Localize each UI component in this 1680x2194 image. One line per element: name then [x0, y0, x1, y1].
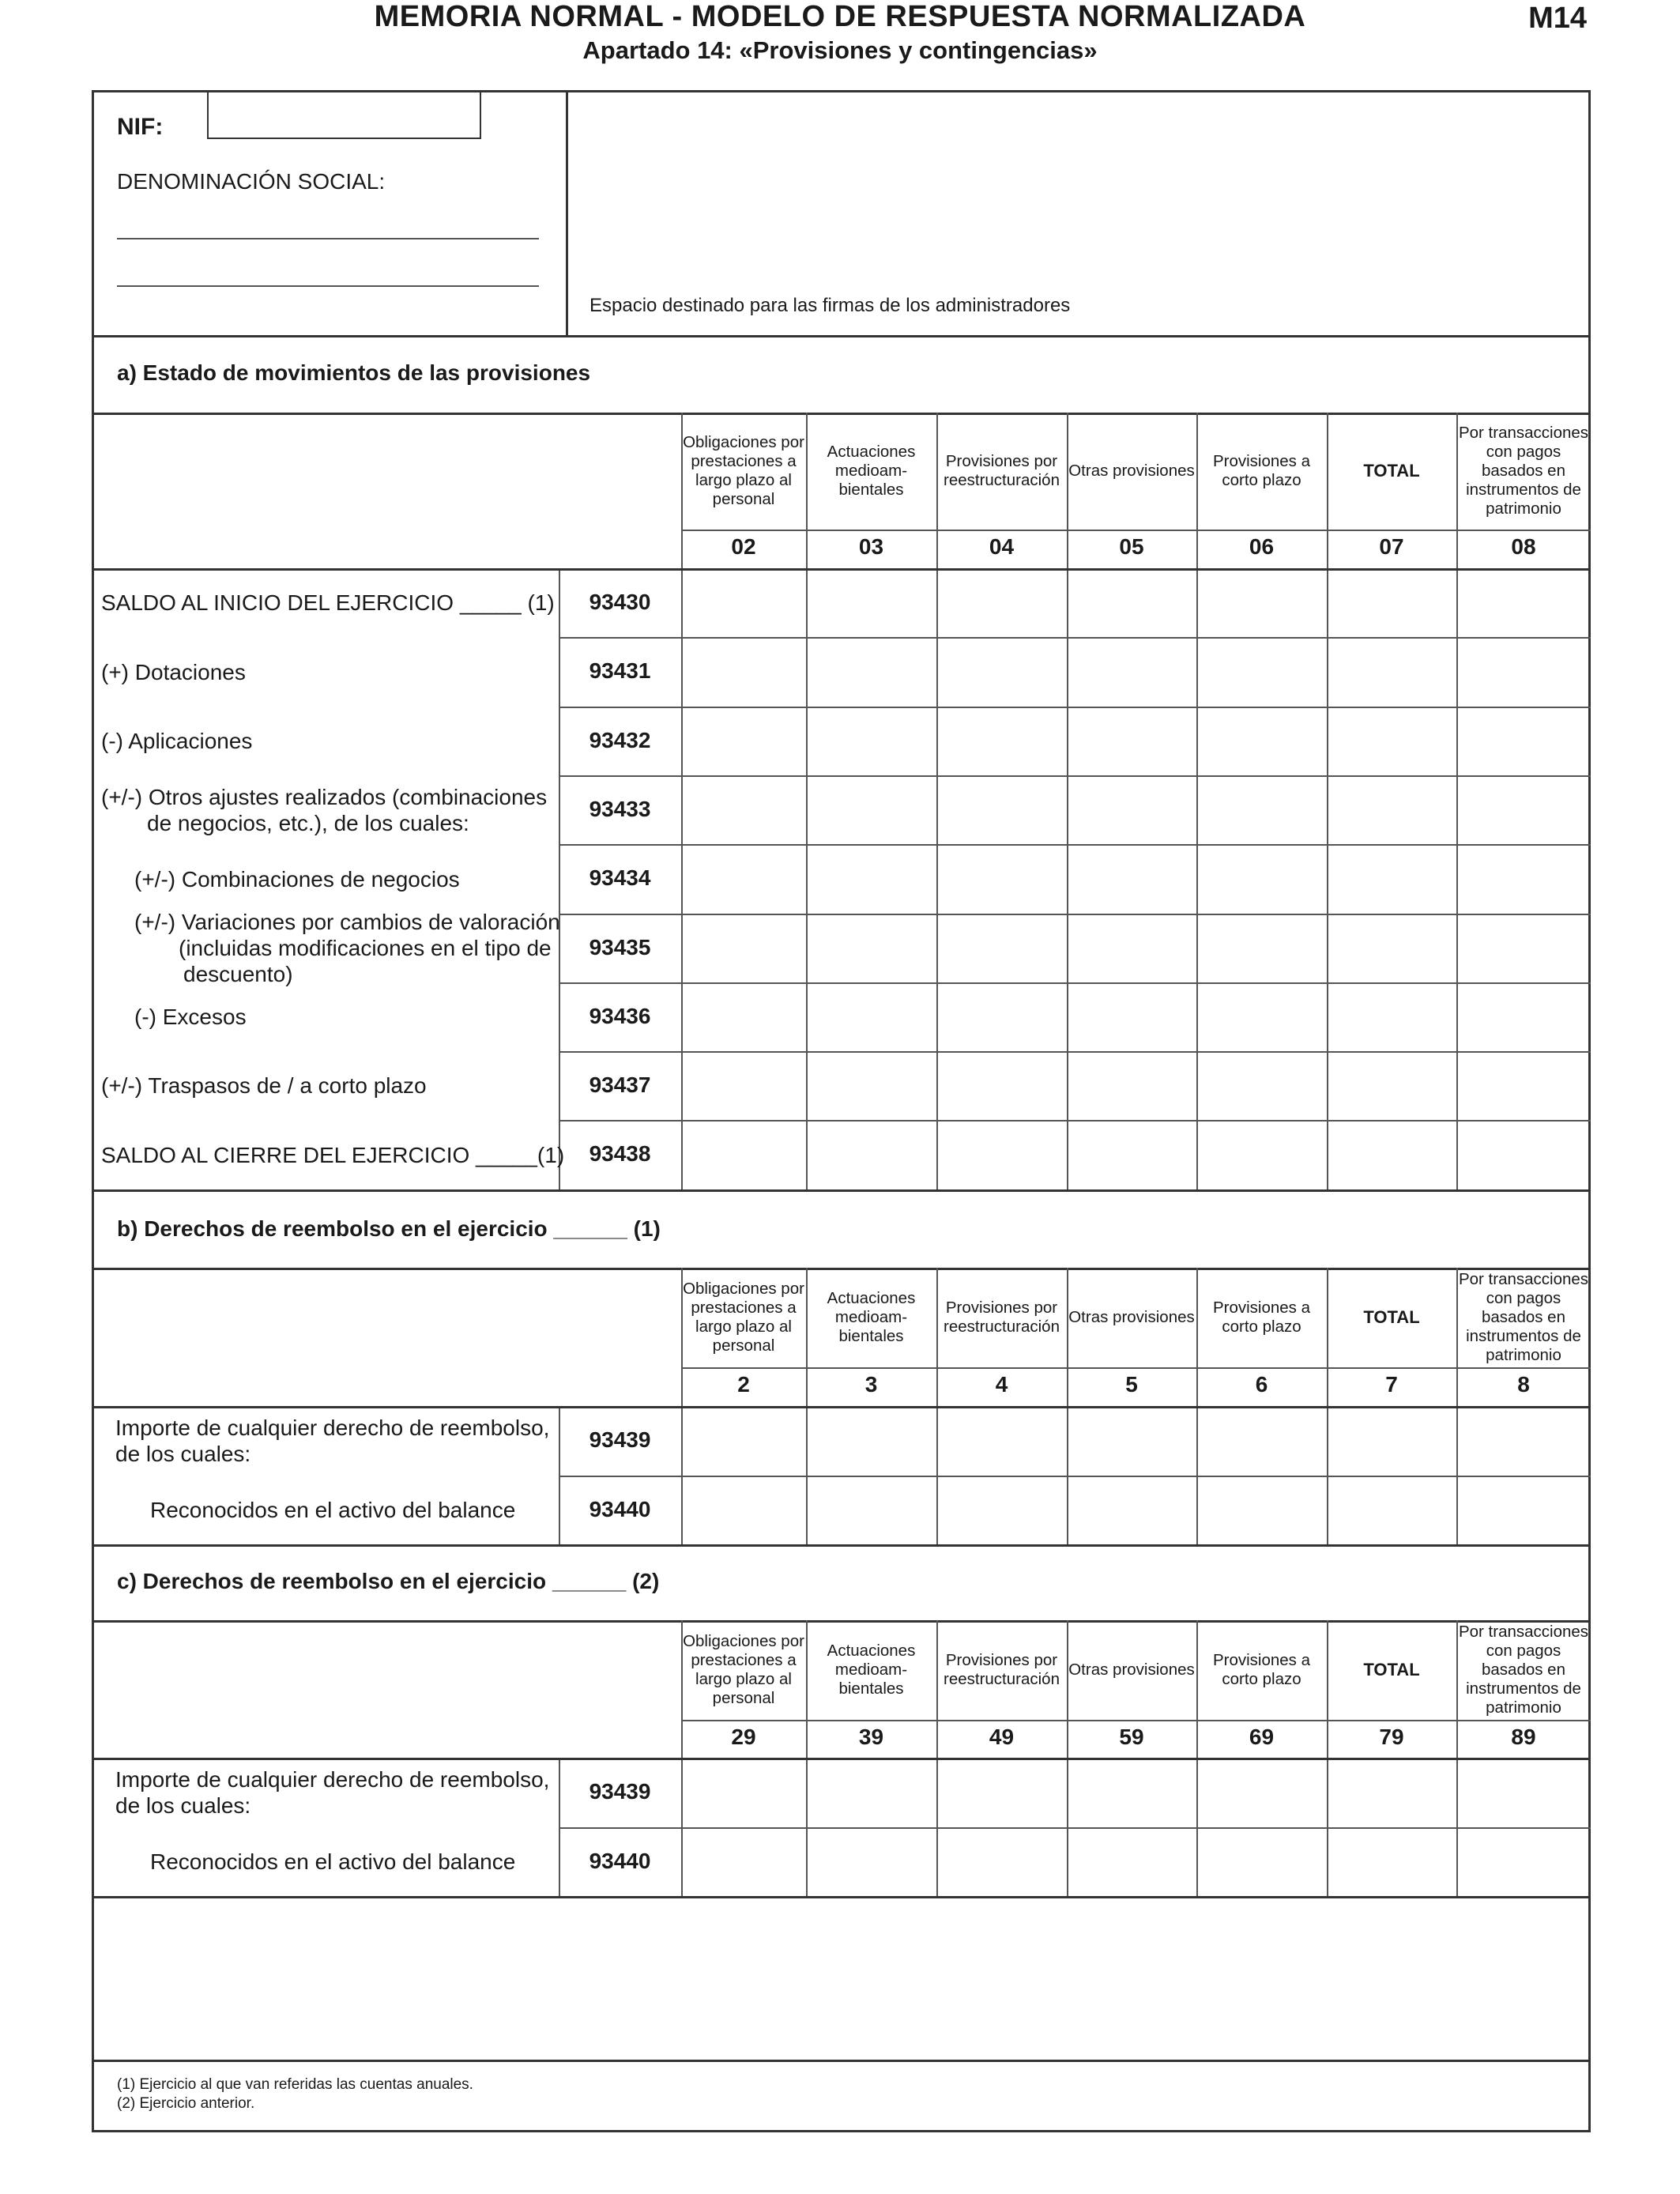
column-header: TOTAL	[1363, 1307, 1420, 1327]
amount-cell[interactable]	[808, 777, 936, 843]
amount-cell[interactable]	[1458, 1477, 1590, 1544]
row-code: 93440	[589, 1496, 651, 1521]
column-number: 07	[1379, 534, 1404, 559]
amount-cell[interactable]	[1458, 984, 1590, 1050]
footnote-1: (1) Ejercicio al que van referidas las cuentas anuales.	[117, 2076, 473, 2093]
amount-cell[interactable]	[1458, 1829, 1590, 1895]
amount-cell[interactable]	[808, 846, 936, 913]
row-label: de negocios, etc.), de los cuales:	[147, 810, 469, 835]
row-label: descuento)	[183, 962, 293, 986]
amount-cell[interactable]	[683, 915, 805, 982]
column-number: 89	[1511, 1725, 1536, 1749]
amount-cell[interactable]	[1458, 1122, 1590, 1189]
row-line	[92, 1189, 1591, 1192]
column-number: 7	[1385, 1372, 1398, 1397]
column-header: Provisiones a corto plazo	[1212, 1651, 1311, 1688]
amount-cell[interactable]	[683, 1122, 805, 1189]
row-label: Importe de cualquier derecho de reembolso,	[115, 1767, 550, 1792]
amount-cell[interactable]	[1328, 1053, 1456, 1119]
header-line	[681, 1720, 1591, 1721]
column-number: 8	[1517, 1372, 1530, 1397]
row-code: 93432	[589, 727, 651, 752]
column-header: Actuaciones medioam-bientales	[827, 443, 916, 499]
amount-cell[interactable]	[683, 777, 805, 843]
amount-cell[interactable]	[1198, 984, 1326, 1050]
amount-cell[interactable]	[1198, 846, 1326, 913]
amount-cell[interactable]	[938, 915, 1066, 982]
column-number: 2	[737, 1372, 750, 1397]
row-label: Reconocidos en el activo del balance	[150, 1498, 516, 1522]
column-number: 3	[864, 1372, 878, 1397]
row-code: 93437	[589, 1072, 651, 1097]
amount-cell[interactable]	[1328, 1122, 1456, 1189]
amount-cell[interactable]	[1068, 915, 1196, 982]
amount-cell[interactable]	[1458, 1408, 1590, 1475]
row-label: (+/-) Otros ajustes realizados (combinaciones	[101, 784, 548, 809]
amount-cell[interactable]	[1328, 777, 1456, 843]
amount-cell[interactable]	[683, 1408, 805, 1475]
amount-cell[interactable]	[938, 1053, 1066, 1119]
column-number: 69	[1249, 1725, 1275, 1749]
amount-cell[interactable]	[1068, 846, 1196, 913]
column-header: Por transacciones con pagos basados en instrumentos de patrimonio	[1458, 1623, 1589, 1717]
amount-cell[interactable]	[938, 570, 1066, 636]
amount-cell[interactable]	[1068, 1408, 1196, 1475]
row-label: SALDO AL INICIO DEL EJERCICIO _____ (1)	[101, 590, 555, 615]
amount-cell[interactable]	[1198, 1759, 1326, 1826]
amount-cell[interactable]	[938, 639, 1066, 706]
row-code: 93435	[589, 934, 651, 959]
column-header: Provisiones por reestructuración	[944, 452, 1060, 489]
column-number: 5	[1125, 1372, 1138, 1397]
column-number: 29	[731, 1725, 756, 1749]
amount-cell[interactable]	[808, 708, 936, 775]
column-number: 79	[1379, 1725, 1404, 1749]
amount-cell[interactable]	[938, 846, 1066, 913]
amount-cell[interactable]	[1458, 915, 1590, 982]
id-divider	[566, 90, 568, 337]
column-header: Actuaciones medioam-bientales	[827, 1289, 916, 1345]
column-header: Otras provisiones	[1068, 462, 1195, 480]
amount-cell[interactable]	[1328, 639, 1456, 706]
column-number: 04	[989, 534, 1015, 559]
amount-cell[interactable]	[808, 915, 936, 982]
amount-cell[interactable]	[808, 1122, 936, 1189]
row-code: 93439	[589, 1779, 651, 1804]
column-header: Otras provisiones	[1068, 1308, 1195, 1326]
amount-cell[interactable]	[808, 1408, 936, 1475]
row-code: 93434	[589, 865, 651, 890]
amount-cell[interactable]	[1328, 984, 1456, 1050]
row-code: 93431	[589, 658, 651, 683]
column-header: Obligaciones por prestaciones a largo plazo al personal	[683, 433, 804, 508]
row-label: (+) Dotaciones	[101, 659, 246, 684]
amount-cell[interactable]	[1198, 708, 1326, 775]
amount-cell[interactable]	[938, 1759, 1066, 1826]
row-label: Importe de cualquier derecho de reembolso,	[115, 1416, 550, 1440]
row-label: (+/-) Variaciones por cambios de valoración	[134, 910, 560, 934]
model-code: M14	[1528, 2, 1587, 35]
amount-cell[interactable]	[808, 639, 936, 706]
amount-cell[interactable]	[938, 984, 1066, 1050]
amount-cell[interactable]	[1198, 1122, 1326, 1189]
amount-cell[interactable]	[1198, 1829, 1326, 1895]
amount-cell[interactable]	[1198, 639, 1326, 706]
amount-cell[interactable]	[1068, 570, 1196, 636]
amount-cell[interactable]	[1328, 1829, 1456, 1895]
amount-cell[interactable]	[1068, 1759, 1196, 1826]
amount-cell[interactable]	[683, 1477, 805, 1544]
column-number: 6	[1255, 1372, 1268, 1397]
divider	[92, 2060, 1591, 2062]
divider	[92, 335, 1591, 337]
column-number: 59	[1119, 1725, 1144, 1749]
section-b-title: b) Derechos de reembolso en el ejercicio ______ (1)	[117, 1216, 661, 1241]
column-header: Provisiones a corto plazo	[1212, 1299, 1311, 1336]
row-label: (+/-) Traspasos de / a corto plazo	[101, 1073, 427, 1098]
denominacion-label: DENOMINACIÓN SOCIAL:	[117, 169, 386, 194]
column-header: Obligaciones por prestaciones a largo plazo al personal	[683, 1632, 804, 1707]
column-header: TOTAL	[1363, 461, 1420, 481]
row-label: (-) Excesos	[134, 1005, 247, 1029]
column-header: Provisiones por reestructuración	[944, 1651, 1060, 1688]
column-header: Por transacciones con pagos basados en instrumentos de patrimonio	[1458, 424, 1589, 518]
row-label: (-) Aplicaciones	[101, 729, 253, 753]
amount-cell[interactable]	[938, 1122, 1066, 1189]
amount-cell[interactable]	[808, 1477, 936, 1544]
amount-cell[interactable]	[683, 1053, 805, 1119]
column-header: Provisiones a corto plazo	[1212, 452, 1311, 489]
column-number: 05	[1119, 534, 1144, 559]
row-code: 93439	[589, 1427, 651, 1452]
amount-cell[interactable]	[1068, 1829, 1196, 1895]
amount-cell[interactable]	[1458, 570, 1590, 636]
amount-cell[interactable]	[1068, 1053, 1196, 1119]
amount-cell[interactable]	[683, 1829, 805, 1895]
amount-cell[interactable]	[1068, 708, 1196, 775]
firmas-label: Espacio destinado para las firmas de los administradores	[590, 295, 1071, 316]
amount-cell[interactable]	[938, 1477, 1066, 1544]
page-title: MEMORIA NORMAL - MODELO DE RESPUESTA NORMALIZADA	[374, 0, 1306, 33]
row-code: 93433	[589, 796, 651, 821]
amount-cell[interactable]	[683, 570, 805, 636]
amount-cell[interactable]	[1328, 1477, 1456, 1544]
section-c-title: c) Derechos de reembolso en el ejercicio ______ (2)	[117, 1569, 660, 1593]
column-number: 03	[858, 534, 884, 559]
amount-cell[interactable]	[1328, 1408, 1456, 1475]
amount-cell[interactable]	[683, 639, 805, 706]
amount-cell[interactable]	[1458, 777, 1590, 843]
header-line	[681, 530, 1591, 531]
row-line	[92, 1896, 1591, 1898]
amount-cell[interactable]	[683, 846, 805, 913]
section-a-title: a) Estado de movimientos de las provisiones	[117, 360, 591, 385]
amount-cell[interactable]	[938, 777, 1066, 843]
row-code: 93430	[589, 589, 651, 614]
amount-cell[interactable]	[1328, 915, 1456, 982]
amount-cell[interactable]	[938, 708, 1066, 775]
row-label: (+/-) Combinaciones de negocios	[134, 866, 460, 892]
amount-cell[interactable]	[938, 1408, 1066, 1475]
row-code: 93440	[589, 1848, 651, 1873]
row-line	[92, 1544, 1591, 1547]
amount-cell[interactable]	[1458, 846, 1590, 913]
amount-cell[interactable]	[1198, 570, 1326, 636]
row-label: de los cuales:	[115, 1442, 251, 1466]
amount-cell[interactable]	[1198, 915, 1326, 982]
column-header: Actuaciones medioam-bientales	[827, 1642, 916, 1698]
amount-cell[interactable]	[1458, 639, 1590, 706]
page-subtitle: Apartado 14: «Provisiones y contingencias»	[582, 36, 1098, 64]
footnote-2: (2) Ejercicio anterior.	[117, 2095, 255, 2112]
nif-label: NIF:	[117, 114, 164, 140]
amount-cell[interactable]	[1198, 777, 1326, 843]
amount-cell[interactable]	[1068, 984, 1196, 1050]
column-header: Obligaciones por prestaciones a largo plazo al personal	[683, 1280, 804, 1355]
amount-cell[interactable]	[1328, 570, 1456, 636]
amount-cell[interactable]	[808, 570, 936, 636]
amount-cell[interactable]	[1458, 1759, 1590, 1826]
column-number: 02	[731, 534, 756, 559]
amount-cell[interactable]	[1068, 639, 1196, 706]
column-number: 39	[858, 1725, 884, 1749]
column-header: TOTAL	[1363, 1660, 1420, 1679]
row-label: SALDO AL CIERRE DEL EJERCICIO _____(1)	[101, 1142, 565, 1167]
row-label: (incluidas modificaciones en el tipo de	[179, 936, 552, 960]
row-label: de los cuales:	[115, 1793, 251, 1818]
column-header: Otras provisiones	[1068, 1661, 1195, 1679]
amount-cell[interactable]	[1068, 1477, 1196, 1544]
amount-cell[interactable]	[808, 984, 936, 1050]
column-header: Provisiones por reestructuración	[944, 1299, 1060, 1336]
denominacion-line-1[interactable]	[117, 238, 539, 239]
amount-cell[interactable]	[1198, 1408, 1326, 1475]
amount-cell[interactable]	[808, 1053, 936, 1119]
amount-cell[interactable]	[683, 984, 805, 1050]
nif-input[interactable]	[207, 90, 481, 139]
amount-cell[interactable]	[1068, 777, 1196, 843]
amount-cell[interactable]	[1458, 1053, 1590, 1119]
column-number: 49	[989, 1725, 1015, 1749]
amount-cell[interactable]	[1068, 1122, 1196, 1189]
amount-cell[interactable]	[1198, 1477, 1326, 1544]
amount-cell[interactable]	[938, 1829, 1066, 1895]
amount-cell[interactable]	[1198, 1053, 1326, 1119]
column-number: 4	[995, 1372, 1008, 1397]
amount-cell[interactable]	[683, 1759, 805, 1826]
denominacion-line-2[interactable]	[117, 285, 539, 287]
amount-cell[interactable]	[1328, 708, 1456, 775]
amount-cell[interactable]	[1328, 1759, 1456, 1826]
row-label: Reconocidos en el activo del balance	[150, 1849, 516, 1874]
row-code: 93438	[589, 1141, 651, 1166]
amount-cell[interactable]	[808, 1829, 936, 1895]
amount-cell[interactable]	[1328, 846, 1456, 913]
row-code: 93436	[589, 1003, 651, 1028]
amount-cell[interactable]	[683, 708, 805, 775]
column-number: 06	[1249, 534, 1275, 559]
column-header: Por transacciones con pagos basados en instrumentos de patrimonio	[1458, 1270, 1589, 1364]
header-line	[681, 1367, 1591, 1369]
amount-cell[interactable]	[1458, 708, 1590, 775]
column-number: 08	[1511, 534, 1536, 559]
amount-cell[interactable]	[808, 1759, 936, 1826]
